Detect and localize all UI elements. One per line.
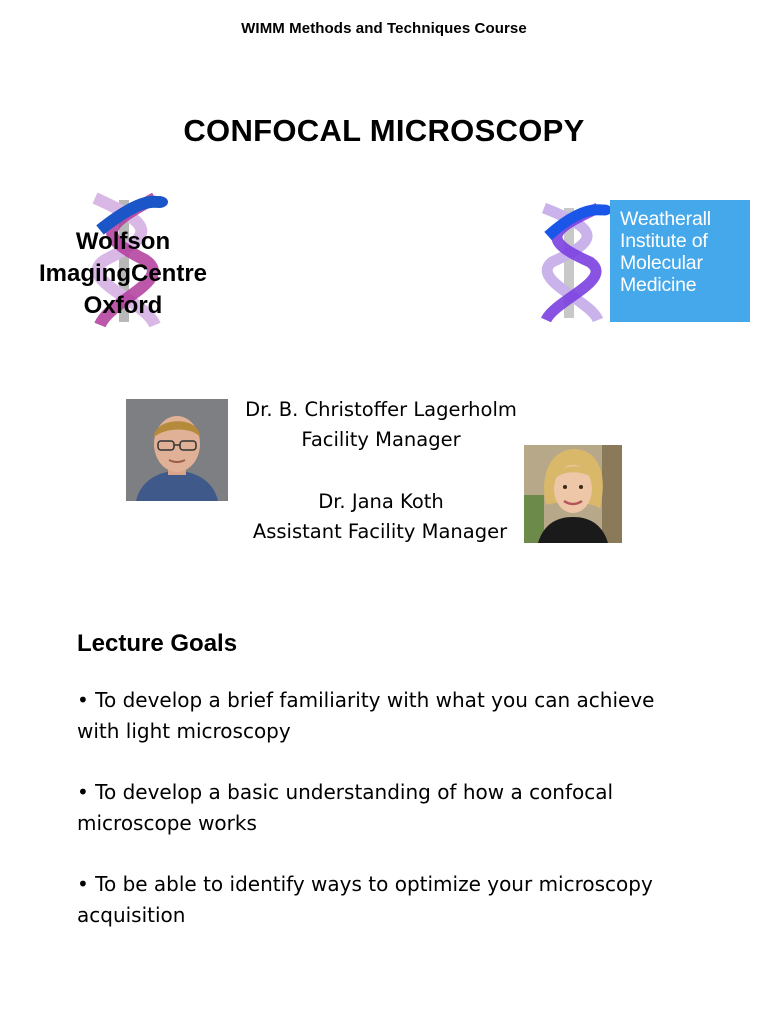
goal-item-2: • To develop a basic understanding of how a confocal microscope works — [77, 780, 614, 835]
goal-item-3: • To be able to identify ways to optimize your microscopy acquisition — [77, 872, 653, 927]
lecture-goals-heading: Lecture Goals — [77, 630, 238, 657]
wolfson-line-3: Oxford — [83, 292, 163, 319]
course-title: WIMM Methods and Techniques Course — [241, 20, 527, 37]
weatherall-name-box — [610, 200, 750, 322]
wolfson-line-1: Wolfson — [75, 228, 171, 255]
wolfson-logo — [25, 190, 225, 330]
weatherall-line-4: Medicine — [620, 274, 697, 296]
goal-item-1: • To develop a brief familiarity with what you can achieve with light microscopy — [77, 688, 655, 743]
photo-koth — [524, 445, 622, 543]
wolfson-line-2: ImagingCentre — [38, 260, 208, 287]
weatherall-logo — [540, 200, 752, 324]
page-title: CONFOCAL MICROSCOPY — [183, 113, 585, 148]
person-role-koth: Assistant Facility Manager — [252, 520, 508, 543]
dna-snake-icon — [540, 200, 620, 324]
photo-lagerholm — [126, 399, 228, 501]
person-name-lagerholm: Dr. B. Christoffer Lagerholm — [245, 398, 517, 421]
person-name-koth: Dr. Jana Koth — [318, 490, 444, 513]
weatherall-line-3: Molecular — [620, 252, 703, 274]
weatherall-line-2: Institute of — [620, 230, 708, 252]
person-role-lagerholm: Facility Manager — [301, 428, 461, 451]
weatherall-line-1: Weatherall — [620, 208, 711, 230]
